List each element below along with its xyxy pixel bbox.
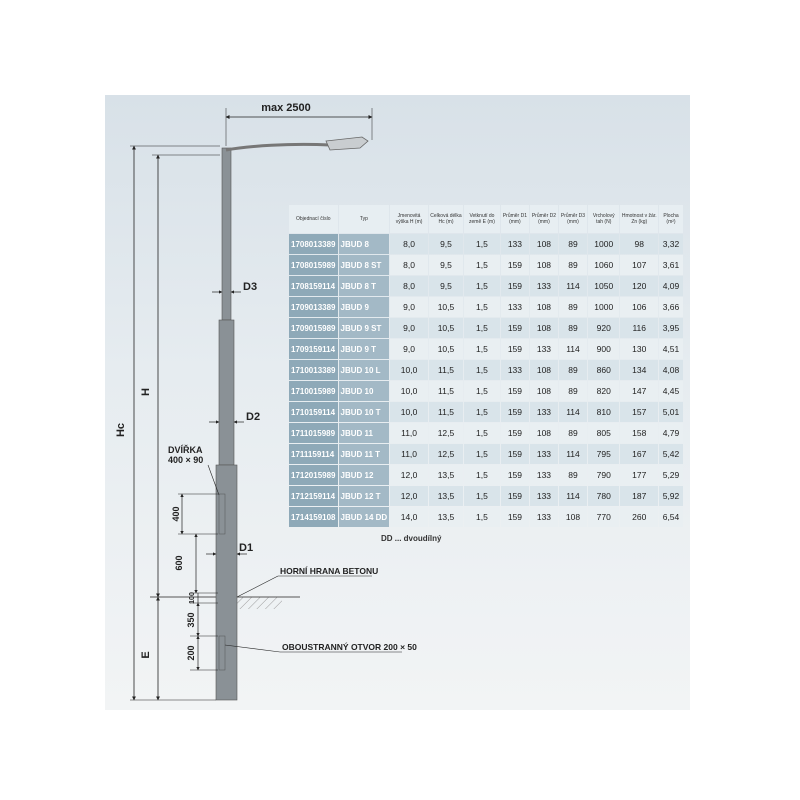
value-cell: 108 xyxy=(530,318,558,338)
d2-label: D2 xyxy=(246,411,261,423)
value-cell: 120 xyxy=(620,276,658,296)
pole-bracket xyxy=(226,144,330,150)
value-cell: 133 xyxy=(530,465,558,485)
value-cell: 114 xyxy=(559,402,587,422)
value-cell: 89 xyxy=(559,297,587,317)
d3-label: D3 xyxy=(243,281,258,293)
order-number-cell: 1709015989 xyxy=(289,318,338,338)
value-cell: 9,0 xyxy=(390,318,428,338)
value-cell: 1,5 xyxy=(464,423,500,443)
type-cell: JBUD 10 T xyxy=(339,402,390,422)
value-cell: 114 xyxy=(559,339,587,359)
value-cell: 159 xyxy=(501,276,529,296)
value-cell: 108 xyxy=(530,381,558,401)
value-cell: 10,5 xyxy=(429,297,463,317)
type-cell: JBUD 8 xyxy=(339,234,390,254)
table-note: DD ... dvoudílný xyxy=(381,534,442,543)
value-cell: 89 xyxy=(559,381,587,401)
value-cell: 167 xyxy=(620,444,658,464)
value-cell: 3,66 xyxy=(659,297,683,317)
value-cell: 11,0 xyxy=(390,444,428,464)
order-number-cell: 1709159114 xyxy=(289,339,338,359)
value-cell: 790 xyxy=(588,465,619,485)
value-cell: 4,51 xyxy=(659,339,683,359)
col-embedment: Vetknutí do země E (m) xyxy=(464,205,500,233)
order-number-cell: 1711159114 xyxy=(289,444,338,464)
table-row xyxy=(289,423,683,443)
value-cell: 187 xyxy=(620,486,658,506)
h-label: H xyxy=(140,388,152,396)
value-cell: 860 xyxy=(588,360,619,380)
value-cell: 260 xyxy=(620,507,658,527)
value-cell: 108 xyxy=(530,423,558,443)
value-cell: 130 xyxy=(620,339,658,359)
value-cell: 1,5 xyxy=(464,465,500,485)
value-cell: 900 xyxy=(588,339,619,359)
value-cell: 159 xyxy=(501,444,529,464)
type-cell: JBUD 10 L xyxy=(339,360,390,380)
table-row xyxy=(289,297,683,317)
col-height: Jmenovitá výška H (m) xyxy=(390,205,428,233)
value-cell: 1,5 xyxy=(464,486,500,506)
value-cell: 98 xyxy=(620,234,658,254)
value-cell: 108 xyxy=(530,297,558,317)
order-number-cell: 1710013389 xyxy=(289,360,338,380)
value-cell: 108 xyxy=(530,255,558,275)
value-cell: 1,5 xyxy=(464,402,500,422)
value-cell: 11,5 xyxy=(429,360,463,380)
value-cell: 147 xyxy=(620,381,658,401)
value-cell: 1,5 xyxy=(464,255,500,275)
concrete-top-label: HORNÍ HRANA BETONU xyxy=(280,566,379,576)
value-cell: 13,5 xyxy=(429,486,463,506)
value-cell: 5,01 xyxy=(659,402,683,422)
dim-350-label: 350 xyxy=(186,612,196,628)
value-cell: 133 xyxy=(501,234,529,254)
value-cell: 1,5 xyxy=(464,507,500,527)
type-cell: JBUD 9 ST xyxy=(339,318,390,338)
e-label: E xyxy=(140,651,152,659)
ground-hatch xyxy=(232,597,282,609)
value-cell: 11,5 xyxy=(429,402,463,422)
value-cell: 9,5 xyxy=(429,234,463,254)
table-row xyxy=(289,318,683,338)
value-cell: 159 xyxy=(501,507,529,527)
value-cell: 5,42 xyxy=(659,444,683,464)
order-number-cell: 1710159114 xyxy=(289,402,338,422)
pole-top-section xyxy=(222,148,231,320)
value-cell: 11,5 xyxy=(429,381,463,401)
door-label: DVÍŘKA xyxy=(168,445,203,455)
order-number-cell: 1712159114 xyxy=(289,486,338,506)
value-cell: 8,0 xyxy=(390,255,428,275)
value-cell: 116 xyxy=(620,318,658,338)
value-cell: 1050 xyxy=(588,276,619,296)
value-cell: 1060 xyxy=(588,255,619,275)
value-cell: 108 xyxy=(530,234,558,254)
value-cell: 157 xyxy=(620,402,658,422)
value-cell: 108 xyxy=(530,360,558,380)
table-row xyxy=(289,339,683,359)
value-cell: 133 xyxy=(530,507,558,527)
type-cell: JBUD 12 xyxy=(339,465,390,485)
value-cell: 12,0 xyxy=(390,486,428,506)
value-cell: 920 xyxy=(588,318,619,338)
value-cell: 5,29 xyxy=(659,465,683,485)
value-cell: 133 xyxy=(501,297,529,317)
value-cell: 133 xyxy=(530,402,558,422)
value-cell: 114 xyxy=(559,444,587,464)
value-cell: 820 xyxy=(588,381,619,401)
value-cell: 10,5 xyxy=(429,339,463,359)
value-cell: 1000 xyxy=(588,297,619,317)
value-cell: 8,0 xyxy=(390,234,428,254)
type-cell: JBUD 8 T xyxy=(339,276,390,296)
value-cell: 10,0 xyxy=(390,360,428,380)
value-cell: 177 xyxy=(620,465,658,485)
value-cell: 5,92 xyxy=(659,486,683,506)
value-cell: 159 xyxy=(501,255,529,275)
col-order-number: Objednací číslo xyxy=(289,205,338,233)
value-cell: 780 xyxy=(588,486,619,506)
value-cell: 1,5 xyxy=(464,297,500,317)
type-cell: JBUD 8 ST xyxy=(339,255,390,275)
value-cell: 10,0 xyxy=(390,381,428,401)
value-cell: 10,5 xyxy=(429,318,463,338)
type-cell: JBUD 9 xyxy=(339,297,390,317)
value-cell: 133 xyxy=(501,360,529,380)
hc-label: Hc xyxy=(115,422,127,438)
value-cell: 89 xyxy=(559,318,587,338)
value-cell: 114 xyxy=(559,276,587,296)
dim-600-label: 600 xyxy=(174,555,184,571)
table-row xyxy=(289,381,683,401)
value-cell: 159 xyxy=(501,402,529,422)
dim-100-label: 100 xyxy=(189,592,196,604)
value-cell: 4,08 xyxy=(659,360,683,380)
value-cell: 8,0 xyxy=(390,276,428,296)
value-cell: 89 xyxy=(559,255,587,275)
table-row xyxy=(289,465,683,485)
value-cell: 159 xyxy=(501,381,529,401)
value-cell: 1,5 xyxy=(464,444,500,464)
door-size-label: 400 × 90 xyxy=(168,455,204,465)
col-d3: Průměr D3 (mm) xyxy=(559,205,587,233)
table-row xyxy=(289,444,683,464)
value-cell: 133 xyxy=(530,444,558,464)
value-cell: 1,5 xyxy=(464,381,500,401)
value-cell: 1,5 xyxy=(464,318,500,338)
max-width-label: max 2500 xyxy=(261,102,311,114)
value-cell: 10,0 xyxy=(390,402,428,422)
value-cell: 133 xyxy=(530,276,558,296)
value-cell: 805 xyxy=(588,423,619,443)
dim-400-label: 400 xyxy=(171,506,181,522)
value-cell: 810 xyxy=(588,402,619,422)
value-cell: 89 xyxy=(559,423,587,443)
type-cell: JBUD 11 xyxy=(339,423,390,443)
order-number-cell: 1714159108 xyxy=(289,507,338,527)
value-cell: 6,54 xyxy=(659,507,683,527)
value-cell: 159 xyxy=(501,318,529,338)
value-cell: 89 xyxy=(559,234,587,254)
col-area: Plocha (m²) xyxy=(659,205,683,233)
value-cell: 4,79 xyxy=(659,423,683,443)
type-cell: JBUD 11 T xyxy=(339,444,390,464)
order-number-cell: 1708015989 xyxy=(289,255,338,275)
col-d2: Průměr D2 (mm) xyxy=(530,205,558,233)
table-row xyxy=(289,255,683,275)
value-cell: 12,5 xyxy=(429,423,463,443)
order-number-cell: 1711015989 xyxy=(289,423,338,443)
table-row xyxy=(289,402,683,422)
col-type: Typ xyxy=(339,205,390,233)
order-number-cell: 1708159114 xyxy=(289,276,338,296)
opening-label: OBOUSTRANNÝ OTVOR 200 × 50 xyxy=(282,642,417,652)
value-cell: 89 xyxy=(559,465,587,485)
d1-label: D1 xyxy=(239,542,254,554)
value-cell: 107 xyxy=(620,255,658,275)
order-number-cell: 1710015989 xyxy=(289,381,338,401)
type-cell: JBUD 14 DD xyxy=(339,507,390,527)
value-cell: 795 xyxy=(588,444,619,464)
col-top-load: Vrcholový tah (N) xyxy=(588,205,619,233)
value-cell: 159 xyxy=(501,423,529,443)
value-cell: 1,5 xyxy=(464,276,500,296)
value-cell: 159 xyxy=(501,339,529,359)
type-cell: JBUD 9 T xyxy=(339,339,390,359)
value-cell: 114 xyxy=(559,486,587,506)
type-cell: JBUD 12 T xyxy=(339,486,390,506)
value-cell: 11,0 xyxy=(390,423,428,443)
value-cell: 159 xyxy=(501,465,529,485)
order-number-cell: 1708013389 xyxy=(289,234,338,254)
value-cell: 1,5 xyxy=(464,339,500,359)
value-cell: 1000 xyxy=(588,234,619,254)
value-cell: 106 xyxy=(620,297,658,317)
table-row xyxy=(289,507,683,527)
type-cell: JBUD 10 xyxy=(339,381,390,401)
lamp-head xyxy=(326,137,368,150)
order-number-cell: 1709013389 xyxy=(289,297,338,317)
value-cell: 13,5 xyxy=(429,465,463,485)
pole-middle-section xyxy=(219,320,234,465)
value-cell: 9,0 xyxy=(390,297,428,317)
value-cell: 12,0 xyxy=(390,465,428,485)
value-cell: 12,5 xyxy=(429,444,463,464)
value-cell: 3,95 xyxy=(659,318,683,338)
table-body xyxy=(289,234,683,527)
value-cell: 89 xyxy=(559,360,587,380)
value-cell: 3,32 xyxy=(659,234,683,254)
value-cell: 158 xyxy=(620,423,658,443)
table-row xyxy=(289,360,683,380)
value-cell: 770 xyxy=(588,507,619,527)
table-row xyxy=(289,486,683,506)
value-cell: 13,5 xyxy=(429,507,463,527)
col-total-length: Celková délka Hc (m) xyxy=(429,205,463,233)
value-cell: 133 xyxy=(530,486,558,506)
value-cell: 134 xyxy=(620,360,658,380)
table-row xyxy=(289,276,683,296)
table-header-row xyxy=(289,205,683,233)
value-cell: 159 xyxy=(501,486,529,506)
col-d1: Průměr D1 (mm) xyxy=(501,205,529,233)
value-cell: 1,5 xyxy=(464,234,500,254)
value-cell: 4,09 xyxy=(659,276,683,296)
value-cell: 9,0 xyxy=(390,339,428,359)
dim-200-label: 200 xyxy=(186,645,196,661)
value-cell: 108 xyxy=(559,507,587,527)
value-cell: 133 xyxy=(530,339,558,359)
value-cell: 9,5 xyxy=(429,255,463,275)
table-row xyxy=(289,234,683,254)
order-number-cell: 1712015989 xyxy=(289,465,338,485)
value-cell: 3,61 xyxy=(659,255,683,275)
pole-spec-table xyxy=(288,204,684,528)
value-cell: 4,45 xyxy=(659,381,683,401)
value-cell: 9,5 xyxy=(429,276,463,296)
value-cell: 14,0 xyxy=(390,507,428,527)
value-cell: 1,5 xyxy=(464,360,500,380)
col-weight: Hmotnost v žár. Zn (kg) xyxy=(620,205,658,233)
